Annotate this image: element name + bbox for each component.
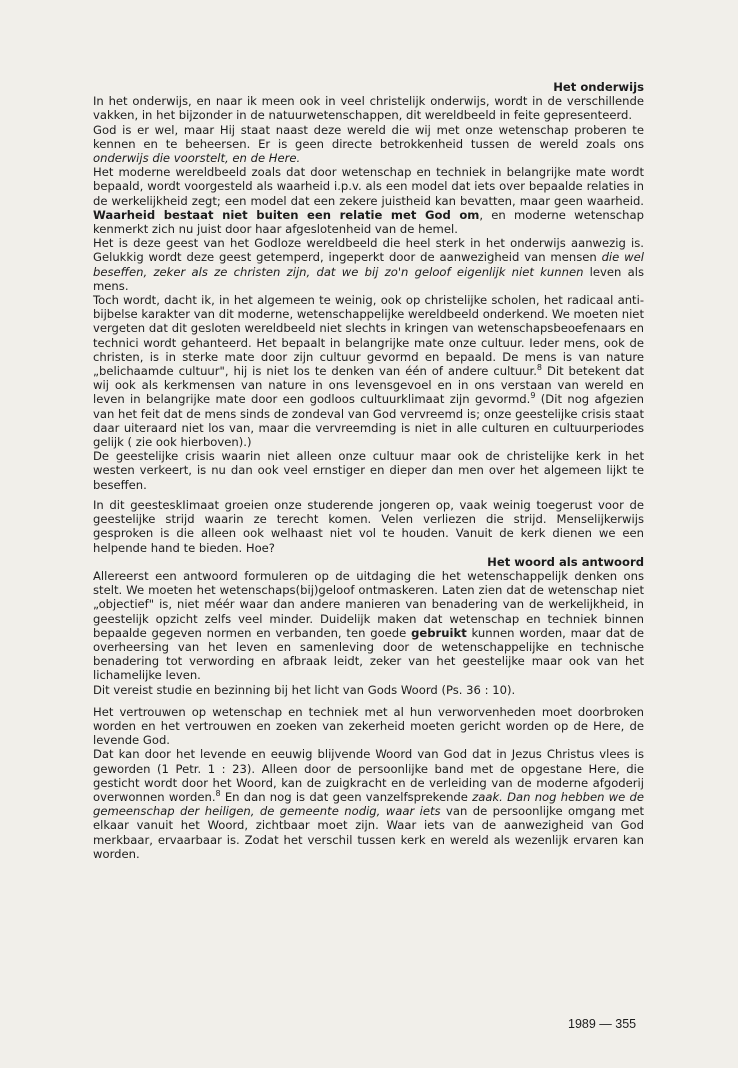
footnote-ref: 8 bbox=[215, 788, 221, 798]
paragraph: God is er wel, maar Hij staat naast deze wereld die wij met onze wetenschap proberen te kennen en te beheersen. Er is geen directe betrokkenheid tussen de wereld zoals ons onderwijs die voorstelt, en de Here. bbox=[93, 122, 644, 166]
paragraph: Het vertrouwen op wetenschap en techniek met al hun verworvenheden moet doorbroken worden en het vertrouwen en zoeken van zekerheid moeten gericht worden op de Here, de levende God. bbox=[93, 704, 644, 748]
section-heading-onderwijs: Het onderwijs bbox=[553, 80, 644, 94]
paragraph: Allereerst een antwoord formuleren op de uitdaging die het wetenschappelijk denken ons stelt. We moeten het wetenschaps(bij)geloof ontmaskeren. Laten zien dat de wetenschap niet „objectief" is, niet méér waar dan andere manieren van benadering van de werkelijkheid, in geestelijk opzicht zelfs veel minder. Duidelijk maken dat wetenschap en techniek binnen bepaalde gegeven normen en verbanden, ten goede gebruikt kunnen worden, maar dat de overheersing van het leven en samenleving door de wetenschappelijke en technische benadering tot verwording en afbraak leidt, zeker van het geestelijke maar ook van het lichamelijke leven. bbox=[93, 568, 645, 683]
paragraph: In het onderwijs, en naar ik meen ook in veel christelijk onderwijs, wordt in de verschillende vakken, in het bijzonder in de natuurwetenschappen, dit wereldbeeld in feite gepresenteerd. bbox=[93, 94, 644, 123]
footnote-ref: 8 bbox=[536, 363, 543, 373]
paragraph: De geestelijke crisis waarin niet alleen onze cultuur maar ook de christelijke kerk in het westen verkeert, is nu dan ook veel ernstiger en dieper dan men over het algemeen lijkt te beseffen. bbox=[93, 449, 644, 492]
page-number: 1989 — 355 bbox=[568, 1017, 637, 1031]
section-heading-woord: Het woord als antwoord bbox=[487, 554, 644, 569]
footnote-ref: 9 bbox=[530, 391, 536, 401]
paragraph: Toch wordt, dacht ik, in het algemeen te weinig, ook op christelijke scholen, het radicaal anti-bijbelse karakter van dit moderne, wetenschappelijke wereldbeeld onderkend. We moeten niet vergeten dat dit gesloten wereldbeeld niet slechts in kringen van wetenschapsbeoefenaars en technici wordt gehanteerd. Het bepaalt in belangrijke mate onze cultuur. Ieder mens, ook de christen, is in sterke mate door zijn cultuur gevormd en bepaald. De mens is van nature „belichaamde cultuur", hij is niet los te denken van één of andere cultuur.$^8$ Dit betekent dat wij ook als kerkmensen van nature in ons levensgevoel en in ons verstaan van wereld en leven in belangrijke mate door een godloos cultuurklimaat zijn gevormd.$^9$ (Dit nog afgezien van het feit dat de mens sinds de zondeval van God vervreemd is; onze geestelijke crisis staat daar uiteraard niet los van, maar die vervreemding is niet in alle culturen en cultuurperiodes gelijk ( zie ook hierboven).) bbox=[93, 293, 644, 450]
paragraph: Dit vereist studie en bezinning bij het licht van Gods Woord (Ps. 36 : 10). bbox=[93, 682, 516, 697]
paragraph: Dat kan door het levende en eeuwig blijvende Woord van God dat in Jezus Christus vlees is geworden (1 Petr. 1 : 23). Alleen door de persoonlijke band met de opgestane Here, die gesticht wordt door het Woord, kan de zuigkracht en de verleiding van de moderne afgoderij overwonnen worden.$^8$ En dan nog is dat geen vanzelfsprekende zaak. Dan nog hebben we de gemeenschap der heiligen, de gemeente nodig, waar iets van de persoonlijke omgang met elkaar vanuit het Woord, zichtbaar moet zijn. Waar iets van de aanwezigheid van God merkbaar, ervaarbaar is. Zodat het verschil tussen kerk en wereld als wezenlijk ervaren kan worden. bbox=[93, 747, 645, 861]
paragraph: Het moderne wereldbeeld zoals dat door wetenschap en techniek in belangrijke mate wordt bepaald, wordt voorgesteld als waarheid i.p.v. als een model dat iets over bepaalde relaties in de werkelijkheid zegt; een model dat een zekere juistheid kan bevatten, maar geen waarheid. Waarheid bestaat niet buiten een relatie met God om, en moderne wetenschap kenmerkt zich nu juist door haar afgeslotenheid van de hemel. bbox=[93, 165, 644, 237]
text-column bbox=[93, 80, 644, 861]
paragraph: Het is deze geest van het Godloze wereldbeeld die heel sterk in het onderwijs aanwezig is. Gelukkig wordt deze geest getemperd, ingeperkt door de aanwezigheid van mensen die wel beseffen, zeker als ze christen zijn, dat we bij zo'n geloof eigenlijk niet kunnen leven als mens. bbox=[93, 236, 644, 293]
paragraph: In dit geesteskIimaat groeien onze studerende jongeren op, vaak weinig toegerust voor de geestelijke strijd waarin ze terecht komen. Velen verliezen die strijd. Menselijkerwijs gesproken is die alleen ook welhaast niet vol te houden. Vanuit de kerk dienen we een helpende hand te bieden. Hoe? bbox=[93, 497, 644, 555]
